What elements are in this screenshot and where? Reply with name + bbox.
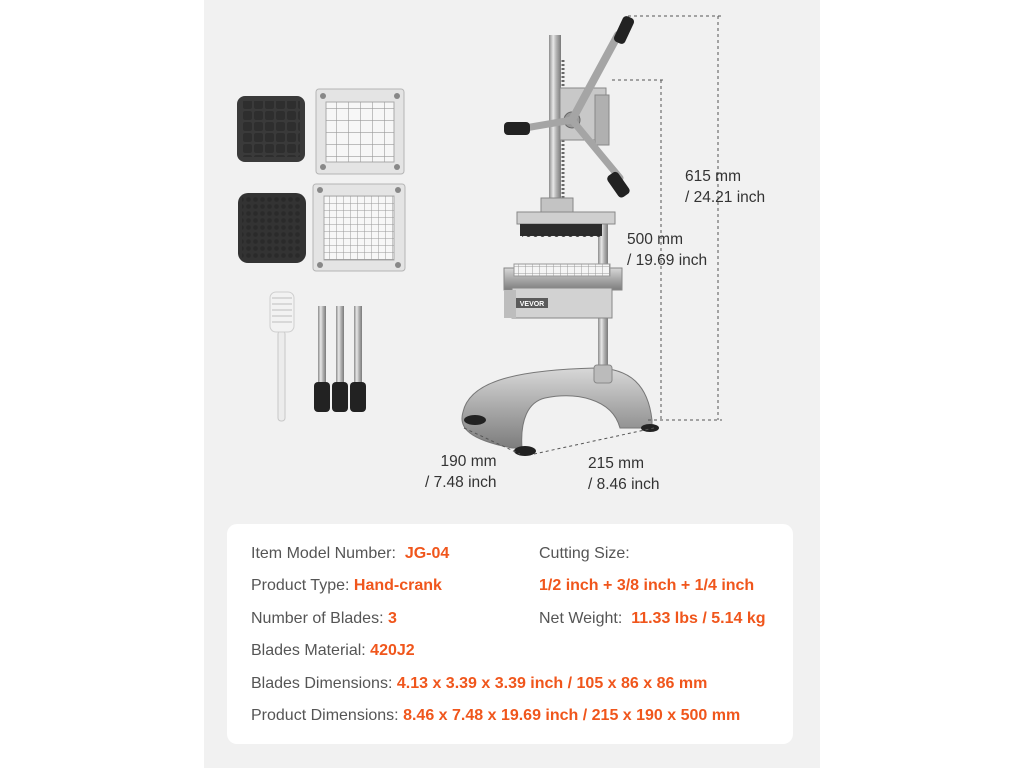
dimension-depth: 190 mm / 7.48 inch	[425, 453, 497, 491]
brand-logo: VEVOR	[519, 301, 545, 308]
spec-product-dimensions: Product Dimensions: 8.46 x 7.48 x 19.69 inch / 215 x 190 x 500 mm	[251, 707, 741, 724]
legs	[314, 306, 366, 412]
pusher-block-small	[238, 193, 306, 263]
specs-card	[227, 524, 793, 744]
dimension-working-height: 500 mm / 19.69 inch	[627, 231, 708, 269]
dimension-width: 215 mm / 8.46 inch	[588, 455, 660, 493]
pusher-block-large	[237, 96, 305, 162]
spec-blades: Number of Blades: 3	[251, 610, 397, 627]
spec-type: Product Type: Hand-crank	[251, 577, 442, 594]
spec-blade-dimensions: Blades Dimensions: 4.13 x 3.39 x 3.39 inch / 105 x 86 x 86 mm	[251, 675, 708, 692]
spec-model: Item Model Number: JG-04	[251, 545, 450, 562]
spec-material: Blades Material: 420J2	[251, 642, 415, 659]
blade-grid-large	[316, 89, 404, 174]
spec-weight: Net Weight: 11.33 lbs / 5.14 kg	[539, 610, 766, 627]
cleaning-brush	[270, 292, 294, 421]
spec-cutting-label: Cutting Size:	[539, 545, 630, 562]
spec-cutting-value: 1/2 inch + 3/8 inch + 1/4 inch	[539, 577, 755, 594]
blade-grid-small	[313, 184, 405, 271]
dimension-total-height: 615 mm / 24.21 inch	[685, 168, 766, 206]
